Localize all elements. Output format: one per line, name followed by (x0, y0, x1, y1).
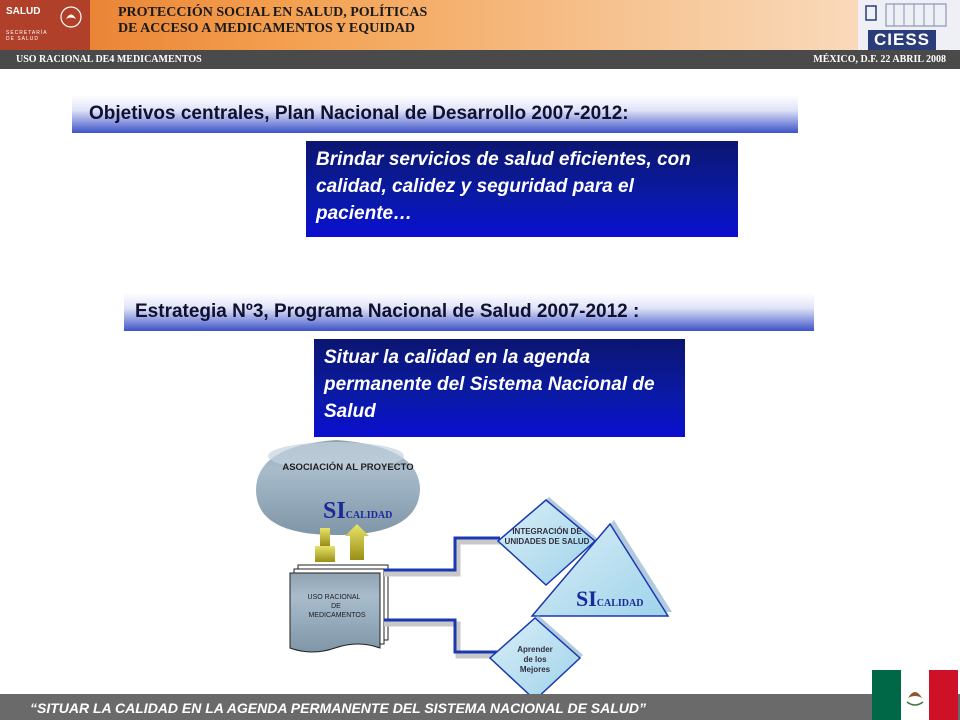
footer-slogan: “SITUAR LA CALIDAD EN LA AGENDA PERMANENTE DEL SISTEMA NACIONAL DE SALUD” (30, 700, 647, 716)
salud-logo-brand: SALUD (6, 6, 41, 17)
sub-header-topic: USO RACIONAL DE4 MEDICAMENTOS (16, 54, 202, 65)
uso-racional-line1: USO RACIONAL (307, 594, 361, 601)
integracion-line1: INTEGRACIÓN DE (512, 527, 582, 536)
si-calidad-main-si: SI (323, 498, 346, 524)
integracion-line2: UNIDADES DE SALUD (504, 537, 590, 546)
asociacion-label: ASOCIACIÓN AL PROYECTO (282, 462, 414, 473)
salud-logo-sub-line1: SECRETARÍA (6, 30, 48, 36)
objetivos-text: Brindar servicios de salud eficientes, con calidad, calidez y seguridad para el paciente… (316, 149, 691, 224)
si-calidad-main-sub: CALIDAD (345, 510, 393, 521)
estrategia-text: Situar la calidad en la agenda permanente del Sistema Nacional de Salud (324, 347, 655, 422)
connector-lines (384, 538, 503, 656)
aprender-line3: Mejores (519, 665, 551, 674)
sub-header-date: MÉXICO, D.F. 22 ABRIL 2008 (813, 54, 946, 65)
header-title-line2: DE ACCESO A MEDICAMENTOS Y EQUIDAD (118, 21, 416, 36)
aprender-line1: Aprender (517, 645, 553, 654)
uso-racional-line3: MEDICAMENTOS (308, 612, 366, 619)
mexico-flag-icon (872, 670, 958, 720)
si-calidad-secondary-si: SI (576, 586, 597, 611)
salud-logo-sub-line2: DE SALUD (6, 36, 40, 42)
aprender-line2: de los (523, 655, 547, 664)
si-calidad-secondary-sub: CALIDAD (596, 598, 644, 609)
header-title-line1: PROTECCIÓN SOCIAL EN SALUD, POLÍTICAS (118, 5, 428, 20)
objetivos-heading: Objetivos centrales, Plan Nacional de Desarrollo 2007-2012: (89, 103, 629, 124)
estrategia-heading: Estrategia Nº3, Programa Nacional de Salud 2007-2012 : (135, 301, 640, 322)
uso-racional-line2: DE (331, 603, 341, 610)
footer-bar (0, 694, 960, 720)
ciess-logo-word: CIESS (868, 30, 936, 50)
